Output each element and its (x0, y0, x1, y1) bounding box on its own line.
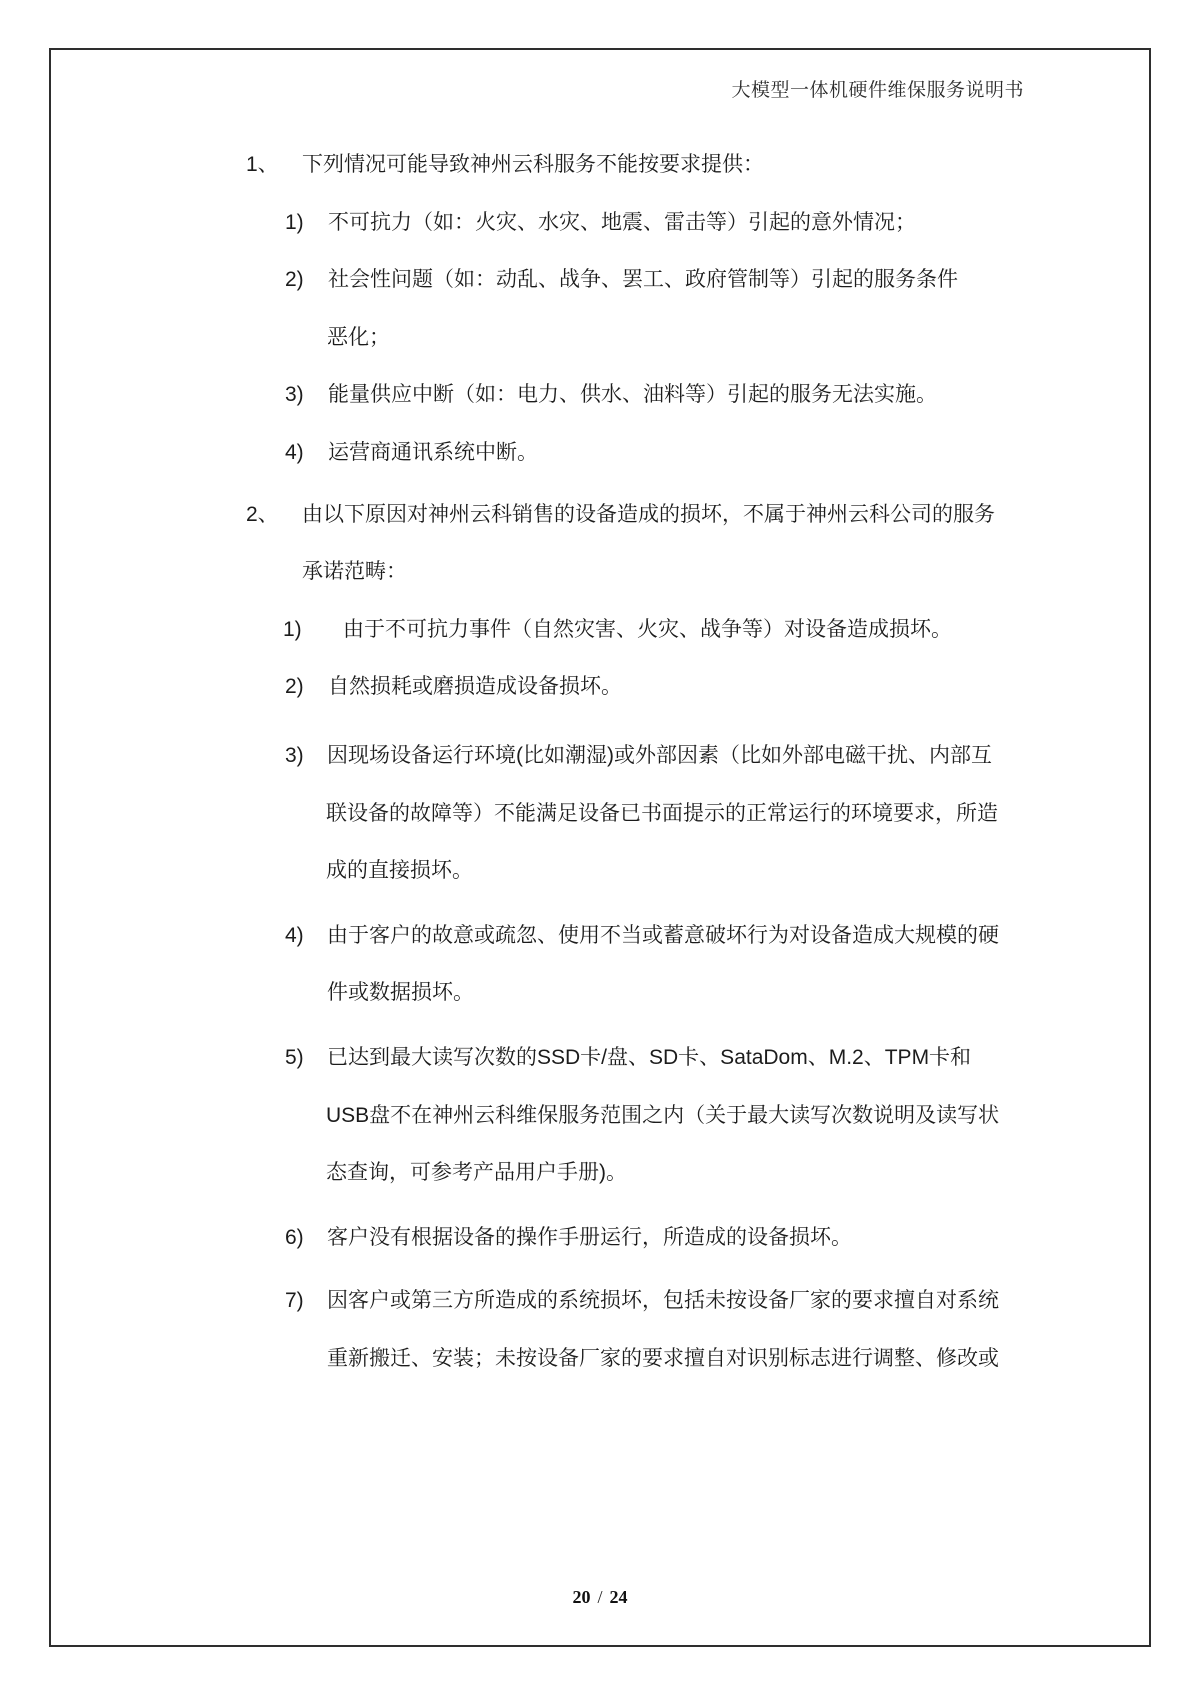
list-marker: 4) (285, 440, 304, 464)
list-marker: 1) (283, 617, 302, 641)
list-marker: 3) (285, 383, 304, 407)
list-subitem (0, 1272, 1200, 1330)
list-subitem (0, 658, 1200, 716)
list-marker: 2、 (246, 502, 279, 526)
continuation-line (0, 1087, 1200, 1145)
line-text: 社会性问题（如：动乱、战争、罢工、政府管制等）引起的服务条件 (328, 268, 958, 292)
list-subitem (0, 251, 1200, 309)
line-text: 态查询，可参考产品用户手册)。 (326, 1161, 627, 1185)
line-text: 自然损耗或磨损造成设备损坏。 (328, 675, 622, 699)
line-text: 由于不可抗力事件（自然灾害、火灾、战争等）对设备造成损坏。 (343, 617, 952, 641)
line-text: 因客户或第三方所造成的系统损坏，包括未按设备厂家的要求擅自对系统 (327, 1289, 999, 1313)
line-text: 已达到最大读写次数的SSD卡/盘、SD卡、SataDom、M.2、TPM卡和 (327, 1045, 972, 1069)
continuation-line (0, 785, 1200, 843)
line-text: 承诺范畴： (302, 560, 407, 584)
total-page-count: 24 (609, 1587, 628, 1607)
line-text: 重新搬迁、安装；未按设备厂家的要求擅自对识别标志进行调整、修改或 (327, 1346, 999, 1370)
line-text: 能量供应中断（如：电力、供水、油料等）引起的服务无法实施。 (328, 383, 937, 407)
continuation-line (0, 543, 1200, 601)
page-number-separator: / (597, 1587, 603, 1607)
line-text: 由以下原因对神州云科销售的设备造成的损坏，不属于神州云科公司的服务 (302, 502, 995, 526)
list-marker: 4) (285, 923, 304, 947)
page-header-title: 大模型一体机硬件维保服务说明书 (731, 80, 1024, 101)
list-subitem (0, 601, 1200, 659)
line-text: 件或数据损坏。 (327, 981, 474, 1005)
continuation-line (0, 1144, 1200, 1202)
list-subitem (0, 424, 1200, 482)
line-text: 下列情况可能导致神州云科服务不能按要求提供： (302, 153, 764, 176)
line-text: 成的直接损坏。 (326, 859, 473, 883)
current-page-number: 20 (572, 1587, 591, 1607)
list-subitem (0, 727, 1200, 785)
list-marker: 1、 (246, 153, 279, 176)
continuation-line (0, 842, 1200, 900)
page-footer (0, 1581, 1200, 1613)
list-marker: 7) (285, 1289, 304, 1313)
list-marker: 3) (285, 743, 304, 767)
list-subitem (0, 1209, 1200, 1267)
list-marker: 2) (285, 268, 304, 292)
line-text: 因现场设备运行环境(比如潮湿)或外部因素（比如外部电磁干扰、内部互 (327, 743, 992, 767)
list-marker: 5) (285, 1045, 304, 1069)
list-item-1 (0, 136, 1200, 194)
line-text: 由于客户的故意或疏忽、使用不当或蓄意破坏行为对设备造成大规模的硬 (327, 923, 999, 947)
continuation-line (0, 964, 1200, 1022)
list-subitem (0, 366, 1200, 424)
list-subitem (0, 907, 1200, 965)
list-marker: 1) (285, 210, 304, 234)
line-text: 客户没有根据设备的操作手册运行，所造成的设备损坏。 (327, 1225, 852, 1249)
continuation-line (0, 309, 1200, 367)
continuation-line (0, 1330, 1200, 1388)
list-marker: 6) (285, 1225, 304, 1249)
list-item-2 (0, 486, 1200, 544)
list-subitem (0, 194, 1200, 252)
document-body (0, 136, 1200, 1387)
line-text: 联设备的故障等）不能满足设备已书面提示的正常运行的环境要求，所造 (326, 801, 998, 825)
line-text: 运营商通讯系统中断。 (328, 440, 538, 464)
line-text: 不可抗力（如：火灾、水灾、地震、雷击等）引起的意外情况； (328, 210, 916, 234)
line-text: 恶化； (327, 325, 390, 349)
list-subitem (0, 1029, 1200, 1087)
line-text: USB盘不在神州云科维保服务范围之内（关于最大读写次数说明及读写状 (326, 1103, 1000, 1127)
list-marker: 2) (285, 675, 304, 699)
